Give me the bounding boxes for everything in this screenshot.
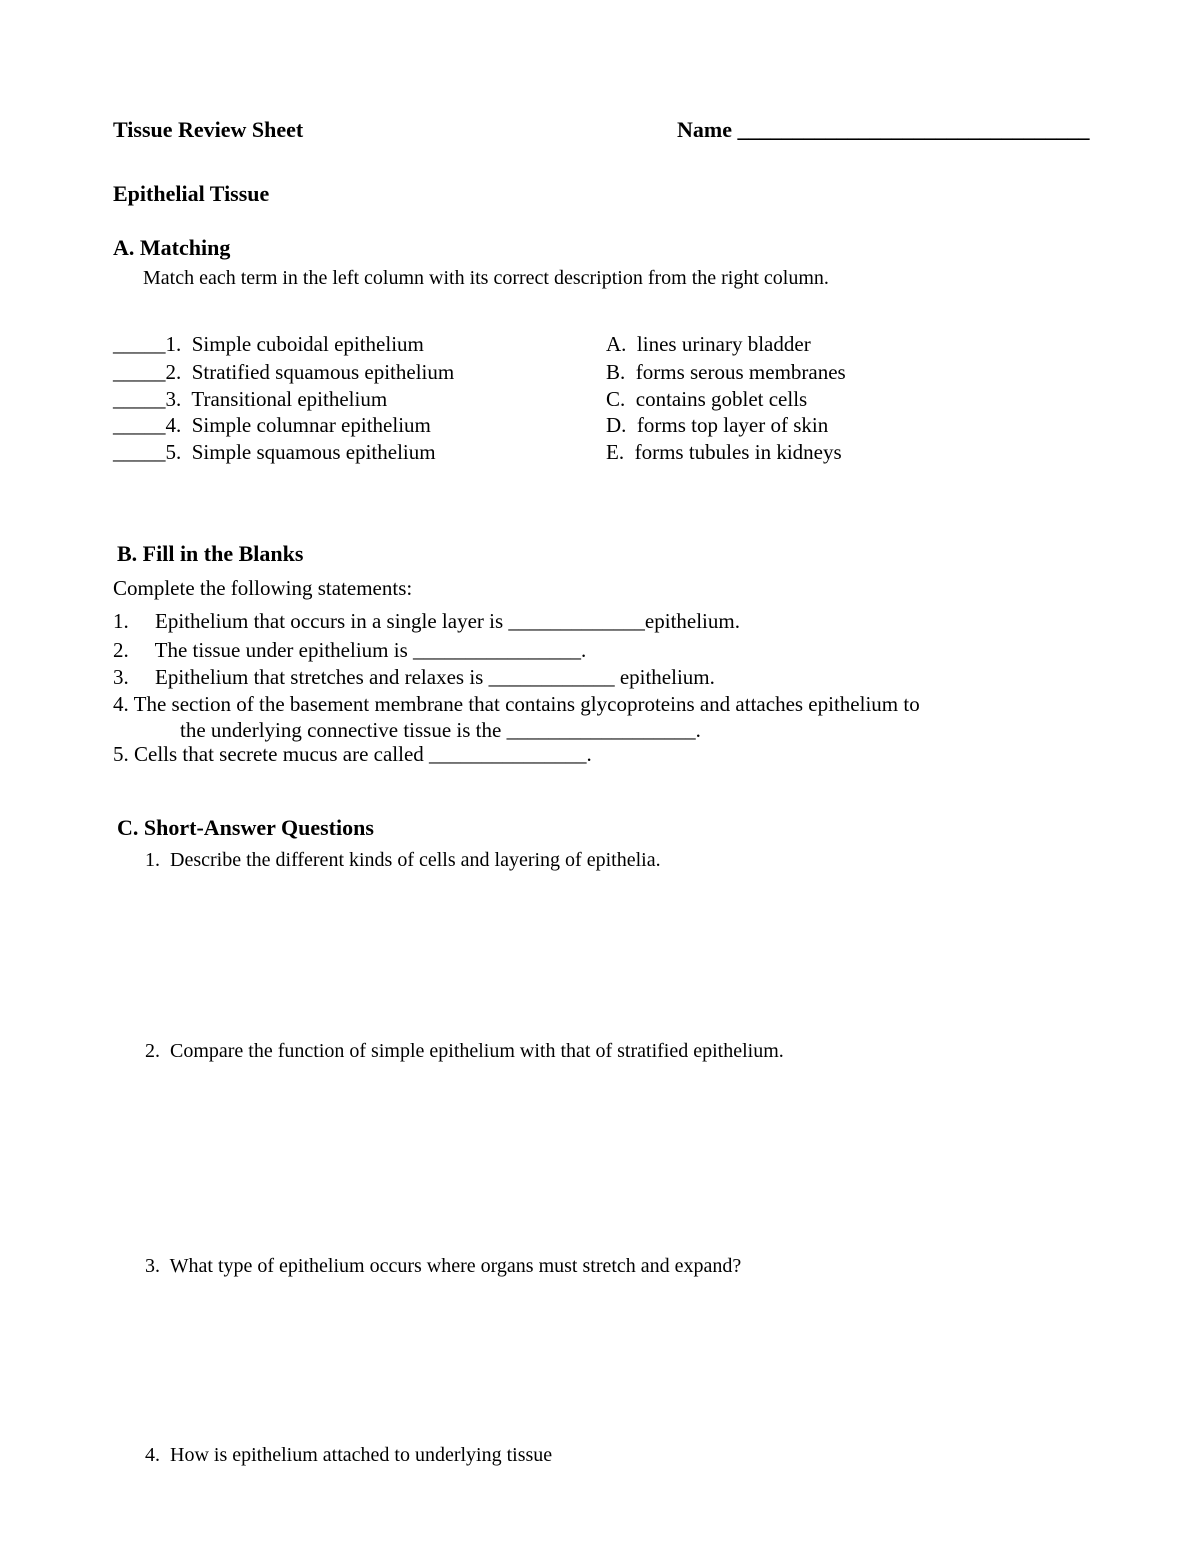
matching-description: A. lines urinary bladder [606, 332, 811, 356]
matching-description: B. forms serous membranes [606, 360, 846, 384]
fill-blank-item-continued: the underlying connective tissue is the __________________. [180, 718, 701, 742]
matching-description: D. forms top layer of skin [606, 413, 829, 437]
fill-blanks-heading: B. Fill in the Blanks [117, 541, 304, 566]
short-answer-question: 3. What type of epithelium occurs where organs must stretch and expand? [145, 1255, 742, 1277]
short-answer-heading: C. Short-Answer Questions [117, 815, 374, 840]
fill-blank-item: 3. Epithelium that stretches and relaxes is ____________ epithelium. [113, 665, 715, 689]
name-field-label: Name ________________________________ [677, 117, 1090, 142]
short-answer-question: 2. Compare the function of simple epithelium with that of stratified epithelium. [145, 1040, 784, 1062]
worksheet-title: Tissue Review Sheet [113, 117, 304, 142]
fill-blank-item: 2. The tissue under epithelium is ________________. [113, 638, 587, 662]
matching-description: E. forms tubules in kidneys [606, 440, 842, 464]
matching-term: _____4. Simple columnar epithelium [113, 413, 431, 437]
fill-blanks-intro: Complete the following statements: [113, 576, 413, 600]
matching-description: C. contains goblet cells [606, 387, 808, 411]
fill-blank-item: 1. Epithelium that occurs in a single layer is _____________epithelium. [113, 609, 740, 633]
matching-term: _____5. Simple squamous epithelium [113, 440, 436, 464]
short-answer-question: 1. Describe the different kinds of cells and layering of epithelia. [145, 849, 661, 871]
matching-instructions: Match each term in the left column with its correct description from the right column. [143, 267, 829, 289]
matching-term: _____1. Simple cuboidal epithelium [113, 332, 424, 356]
matching-term: _____2. Stratified squamous epithelium [113, 360, 455, 384]
section-title: Epithelial Tissue [113, 181, 270, 206]
matching-heading: A. Matching [113, 235, 231, 260]
fill-blank-item: 4. The section of the basement membrane that contains glycoproteins and attaches epithelium to [113, 692, 920, 716]
matching-term: _____3. Transitional epithelium [113, 387, 388, 411]
fill-blank-item: 5. Cells that secrete mucus are called _______________. [113, 742, 592, 766]
short-answer-question: 4. How is epithelium attached to underlying tissue [145, 1444, 553, 1466]
